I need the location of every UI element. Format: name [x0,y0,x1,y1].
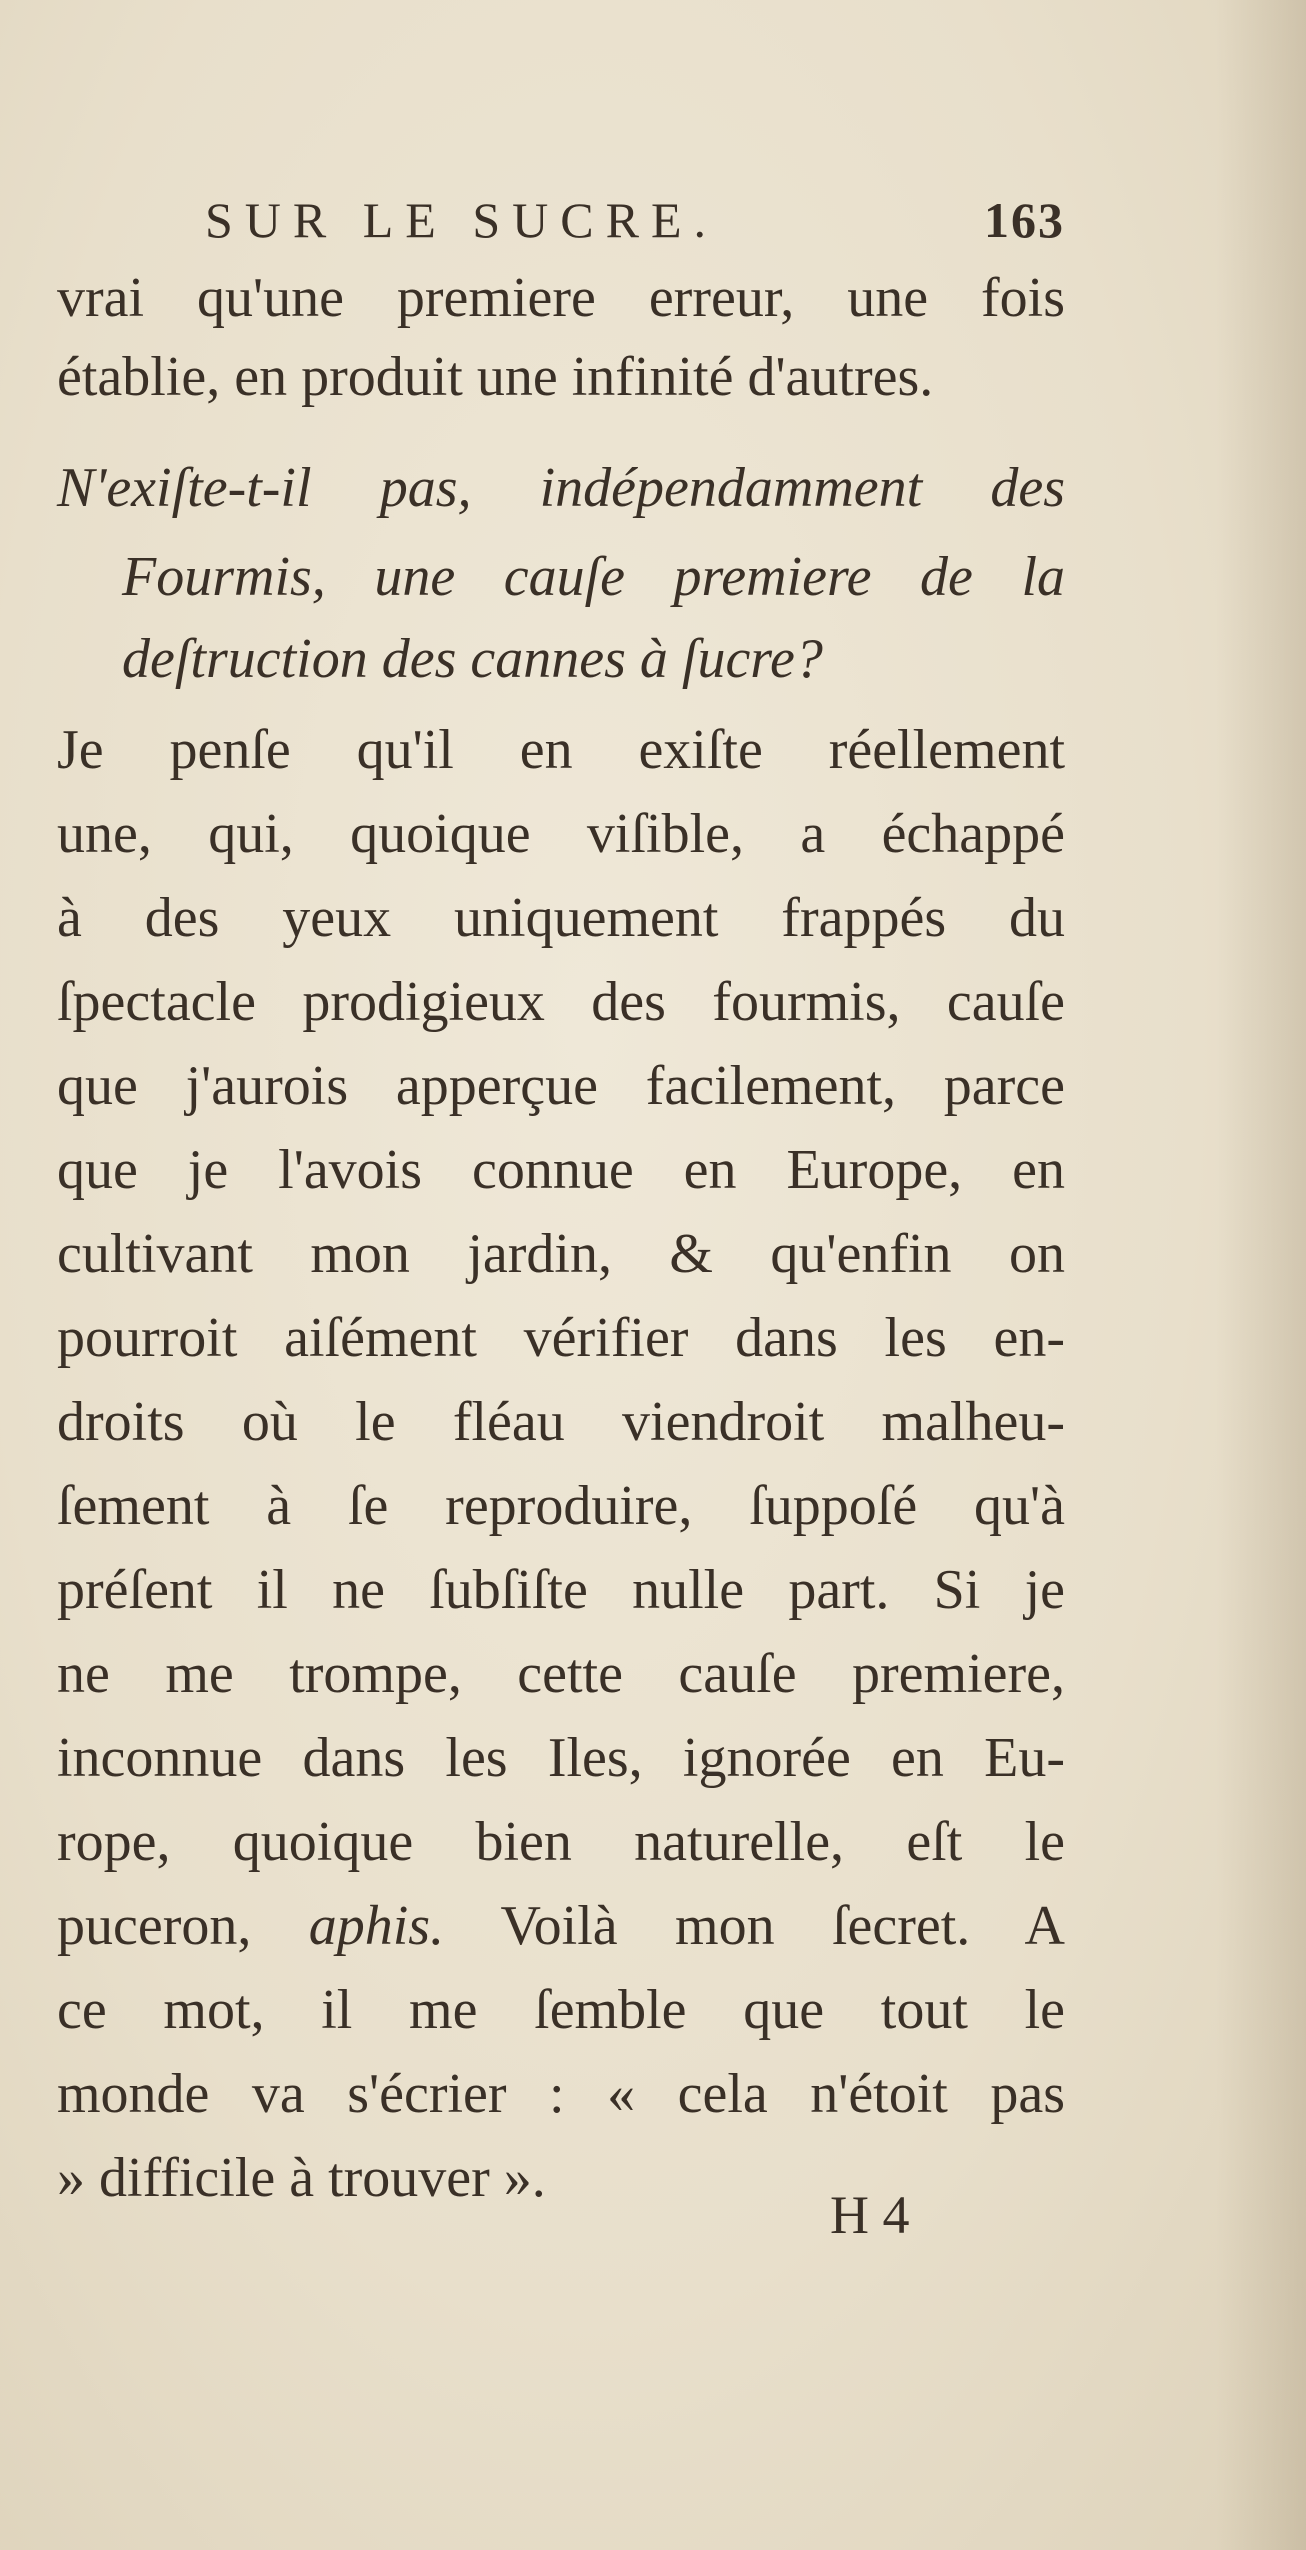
text-line: que j'aurois apperçue facilement, parce [57,1055,1065,1117]
text-line: Je penſe qu'il en exiſte réellement [57,719,1065,781]
text-line: à des yeux uniquement frappés du [57,887,1065,949]
text-line: préſent il ne ſubſiſte nulle part. Si je [57,1559,1065,1621]
latin-term: aphis. [308,1895,445,1957]
question-line: Fourmis, une cauſe premiere de la [122,546,1065,608]
text-segment: Voilà mon ſecret. A [500,1895,1065,1957]
text-line: inconnue dans les Iles, ignorée en Eu- [57,1727,1065,1789]
text-line: ſement à ſe reproduire, ſuppoſé qu'à [57,1475,1065,1537]
page-number: 163 [984,192,1065,248]
running-title: SUR LE SUCRE. [205,192,719,248]
question-line: N'exiſte-t-il pas, indépendamment des [57,457,1065,519]
text-line: ſpectacle prodigieux des fourmis, cauſe [57,971,1065,1033]
text-line: ce mot, il me ſemble que tout le [57,1979,1065,2041]
text-line: pourroit aiſément vérifier dans les en- [57,1307,1065,1369]
question-line: deſtruction des cannes à ſucre? [122,628,823,690]
signature-mark: H 4 [830,2185,910,2245]
text-line [57,1891,1065,1961]
text-line: vrai qu'une premiere erreur, une fois [57,267,1065,329]
text-line: monde va s'écrier : « cela n'étoit pas [57,2063,1065,2125]
text-line: ne me trompe, cette cauſe premiere, [57,1643,1065,1705]
text-line: rope, quoique bien naturelle, eſt le [57,1811,1065,1873]
running-header [205,185,1065,255]
page-edge-shadow [1216,0,1306,2550]
text-line: » difficile à trouver ». [57,2147,546,2209]
text-line: établie, en produit une infinité d'autres. [57,346,934,408]
text-line: droits où le fléau viendroit malheu- [57,1391,1065,1453]
text-line: une, qui, quoique viſible, a échappé [57,803,1065,865]
text-line: cultivant mon jardin, & qu'enfin on [57,1223,1065,1285]
text-line: que je l'avois connue en Europe, en [57,1139,1065,1201]
text-segment: puceron, [57,1895,252,1957]
